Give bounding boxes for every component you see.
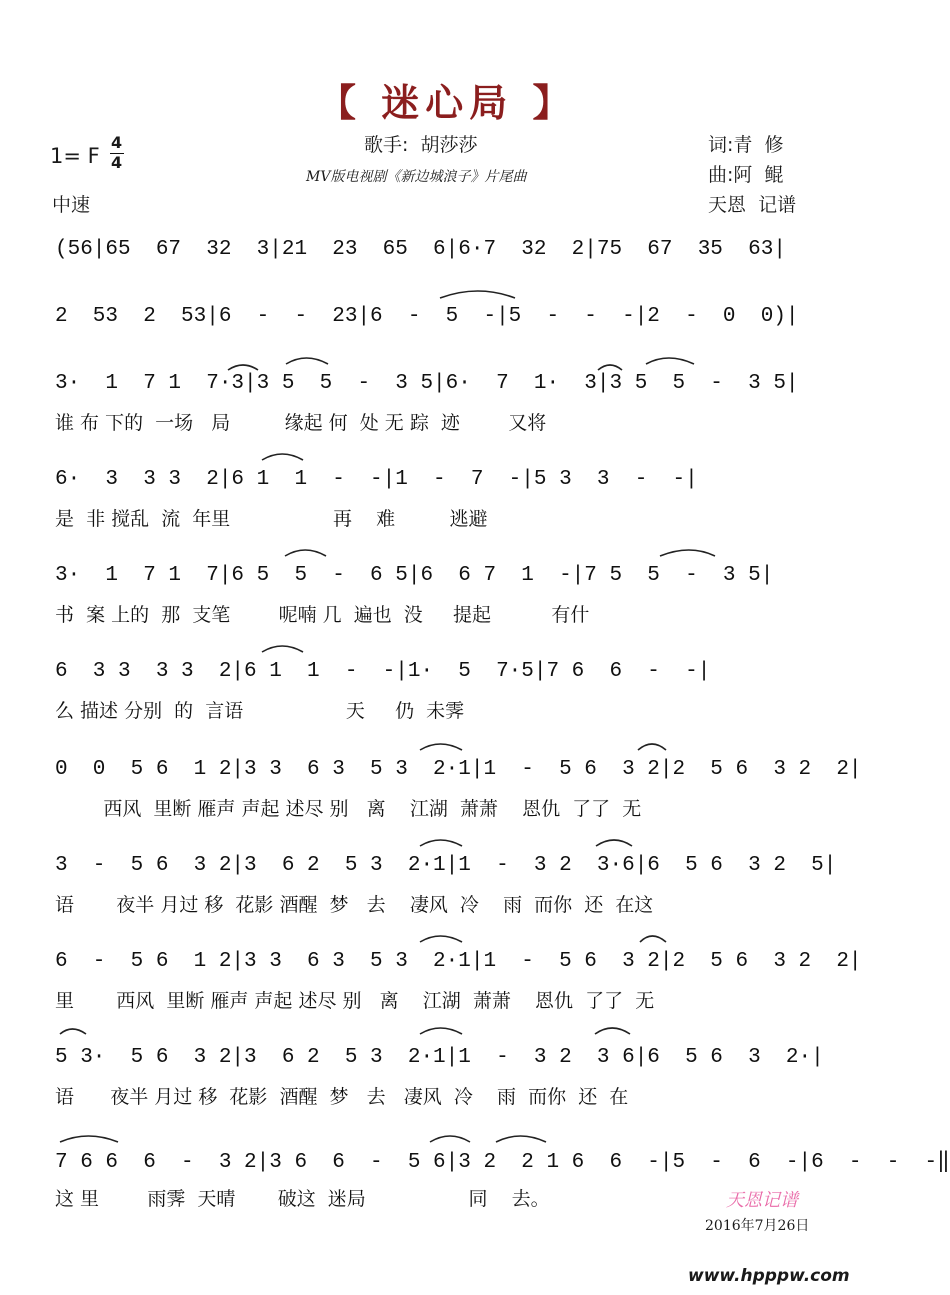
- tie-mark: [262, 646, 303, 652]
- transcription-date: 2016年7月26日: [705, 1218, 810, 1234]
- notation-line: 0 0 5 6 1 2|3 3 6 3 5 3 2·1|1 - 5 6 3 2|2 5 6 3 2 2|: [55, 758, 862, 781]
- tie-mark: [286, 358, 328, 364]
- lyricist-credit: 词:青 修: [708, 134, 784, 156]
- singer-credit: 歌手: 胡莎莎: [364, 134, 478, 156]
- transcriber-stamp: 天恩记谱: [726, 1190, 798, 1211]
- lyric-line: 书 案 上的 那 支笔 呢喃 几 遍也 没 提起 有什: [55, 604, 590, 626]
- tie-mark: [262, 454, 303, 460]
- lyric-line: 是 非 搅乱 流 年里 再 难 逃避: [55, 508, 488, 530]
- notation-line: 6 3 3 3 3 2|6 1 1 - -|1· 5 7·5|7 6 6 - -|: [55, 660, 711, 683]
- tie-mark: [285, 550, 326, 556]
- notation-line: 3· 1 7 1 7·3|3 5 5 - 3 5|6· 7 1· 3|3 5 5 - 3 5|: [55, 372, 799, 395]
- tempo-marking: 中速: [52, 194, 91, 216]
- lyric-line: 里 西风 里断 雁声 声起 述尽 别 离 江湖 萧萧 恩仇 了了 无: [55, 990, 655, 1012]
- tie-mark: [420, 840, 462, 846]
- notation-line: 6· 3 3 3 2|6 1 1 - -|1 - 7 -|5 3 3 - -|: [55, 468, 698, 491]
- tie-mark: [430, 1136, 470, 1142]
- tie-mark: [228, 365, 258, 370]
- song-title: 【 迷心局 】: [318, 81, 577, 125]
- notation-line: 5 3· 5 6 3 2|3 6 2 5 3 2·1|1 - 3 2 3 6|6 5 6 3 2·|: [55, 1046, 824, 1069]
- tie-mark: [420, 744, 462, 750]
- tie-mark: [640, 936, 666, 942]
- lyric-line: 语 夜半 月过 移 花影 酒醒 梦 去 凄风 冷 雨 而你 还 在: [55, 1086, 629, 1108]
- notation-line: 7 6 6 6 - 3 2|3 6 6 - 5 6|3 2 2 1 6 6 -|5 - 6 -|6 - - -‖: [55, 1151, 950, 1174]
- tie-mark: [496, 1136, 546, 1142]
- song-subtitle: MV版电视剧《新边城浪子》片尾曲: [306, 169, 527, 185]
- time-signature-top: 4: [111, 133, 123, 152]
- tie-mark: [598, 365, 622, 370]
- tie-mark: [660, 550, 715, 556]
- notation-line: (56|65 67 32 3|21 23 65 6|6·7 32 2|75 67 35 63|: [55, 238, 786, 261]
- time-signature-bottom: 4: [111, 153, 123, 172]
- tie-mark: [420, 936, 462, 942]
- tie-mark: [596, 840, 632, 846]
- lyric-line: 语 夜半 月过 移 花影 酒醒 梦 去 凄风 冷 雨 而你 还 在这: [55, 894, 654, 916]
- notation-line: 6 - 5 6 1 2|3 3 6 3 5 3 2·1|1 - 5 6 3 2|2 5 6 3 2 2|: [55, 950, 862, 973]
- notation-line: 2 53 2 53|6 - - 23|6 - 5 -|5 - - -|2 - 0 0)|: [55, 305, 799, 328]
- lyric-line: 谁 布 下的 一场 局 缘起 何 处 无 踪 迹 又将: [55, 412, 547, 434]
- tie-mark: [440, 291, 515, 298]
- notation-line: 3· 1 7 1 7|6 5 5 - 6 5|6 6 7 1 -|7 5 5 - 3 5|: [55, 564, 774, 587]
- lyric-line: 西风 里断 雁声 声起 述尽 别 离 江湖 萧萧 恩仇 了了 无: [55, 798, 642, 820]
- lyric-line: 这 里 雨霁 天晴 破这 迷局 同 去。: [55, 1188, 550, 1210]
- tie-mark: [646, 358, 694, 364]
- tie-mark: [60, 1029, 86, 1034]
- tie-mark: [595, 1028, 630, 1034]
- notation-line: 3 - 5 6 3 2|3 6 2 5 3 2·1|1 - 3 2 3·6|6 5 6 3 2 5|: [55, 854, 837, 877]
- key-signature: 1= F: [50, 144, 100, 168]
- tie-mark: [60, 1136, 118, 1142]
- tie-mark: [638, 744, 666, 750]
- transcriber-credit: 天恩 记谱: [708, 194, 797, 216]
- composer-credit: 曲:阿 鲲: [708, 164, 784, 186]
- lyric-line: 么 描述 分别 的 言语 天 仍 未霁: [55, 700, 465, 722]
- website-link[interactable]: www.hpppw.com: [688, 1266, 850, 1286]
- tie-mark: [420, 1028, 462, 1034]
